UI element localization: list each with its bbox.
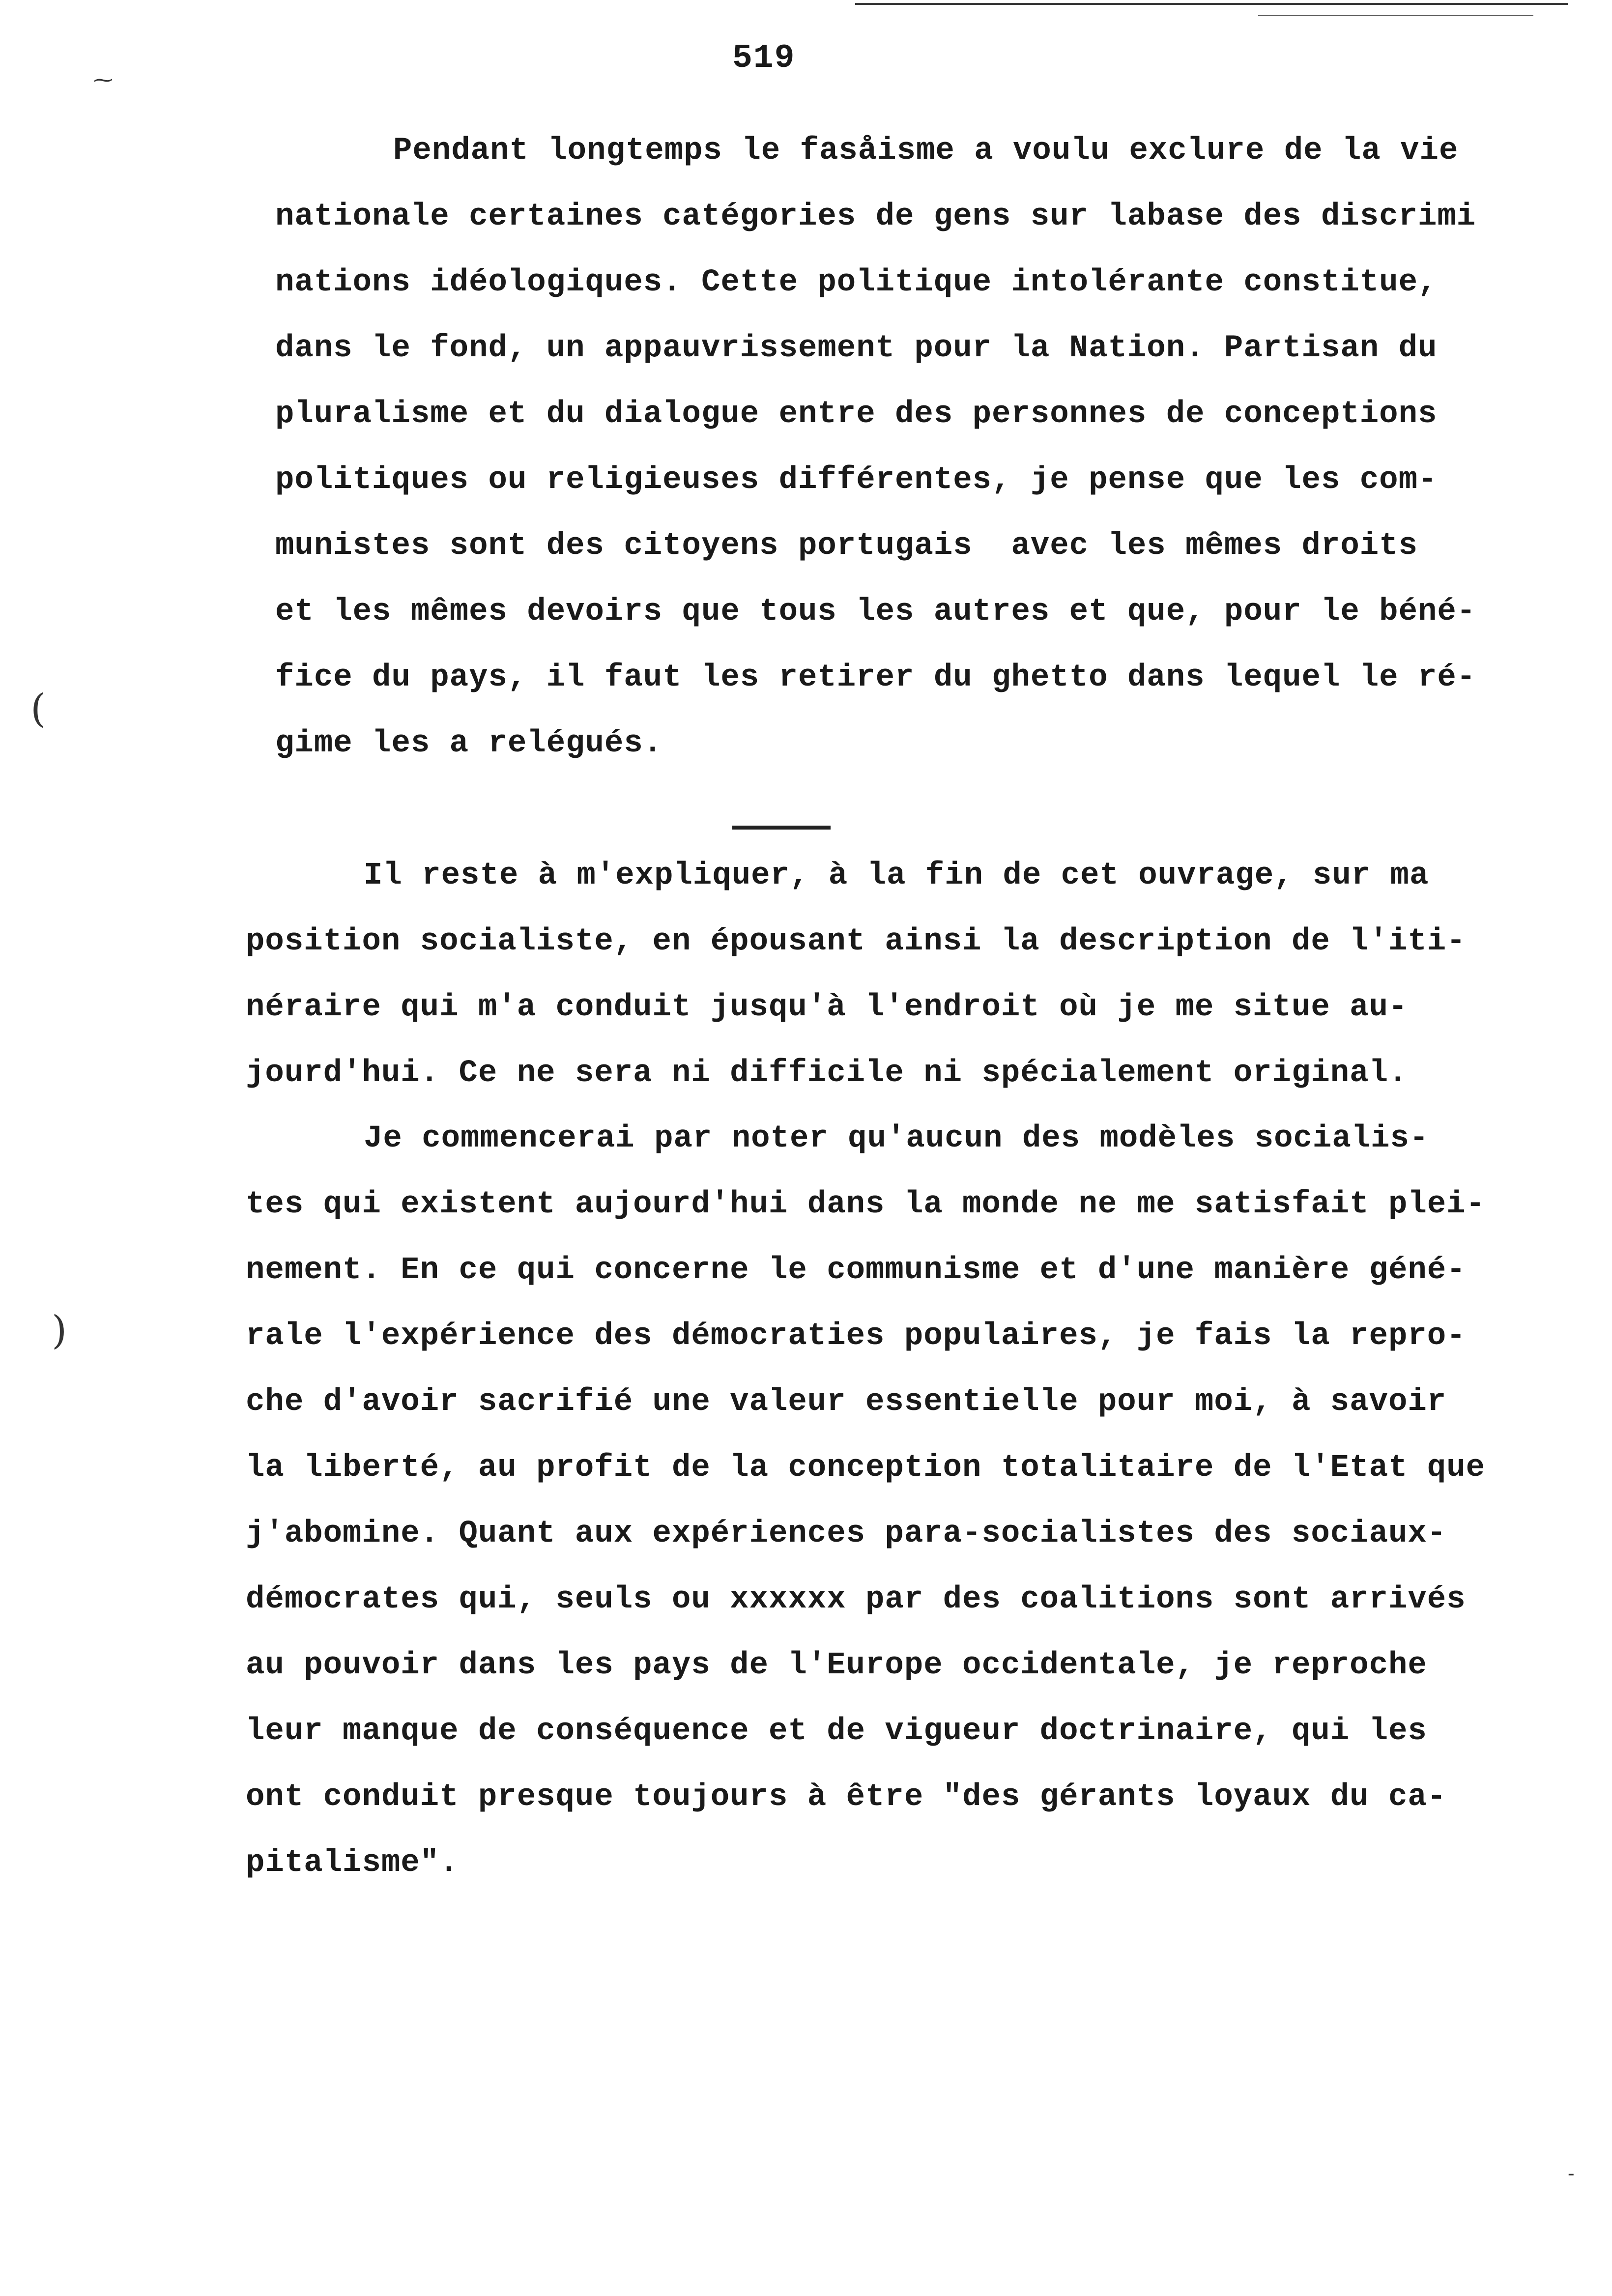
text-line: pitalisme". bbox=[246, 1845, 459, 1881]
text-line: jourd'hui. Ce ne sera ni difficile ni spécialement original. bbox=[246, 1056, 1408, 1091]
text-line: au pouvoir dans les pays de l'Europe occidentale, je reproche bbox=[246, 1648, 1427, 1683]
text-line: position socialiste, en épousant ainsi la description de l'iti- bbox=[246, 924, 1466, 959]
text-line: tes qui existent aujourd'hui dans la monde ne me satisfait plei- bbox=[246, 1187, 1485, 1222]
paragraph-2 bbox=[246, 843, 1524, 1106]
margin-mark: - bbox=[1568, 2162, 1575, 2185]
text-line: pluralisme et du dialogue entre des personnes de conceptions bbox=[275, 397, 1438, 432]
paragraph-3 bbox=[246, 1106, 1524, 1896]
text-line: Il reste à m'expliquer, à la fin de cet ouvrage, sur ma bbox=[364, 858, 1429, 893]
text-line: démocrates qui, seuls ou xxxxxx par des coalitions sont arrivés bbox=[246, 1582, 1466, 1617]
text-line: dans le fond, un appauvrissement pour la Nation. Partisan du bbox=[275, 331, 1438, 366]
text-line: ont conduit presque toujours à être "des gérants loyaux du ca- bbox=[246, 1779, 1447, 1815]
margin-mark: ( bbox=[30, 686, 46, 731]
paragraph-1 bbox=[275, 118, 1553, 776]
top-rule-thin bbox=[1258, 15, 1533, 16]
text-line: leur manque de conséquence et de vigueur doctrinaire, qui les bbox=[246, 1714, 1427, 1749]
text-line: nations idéologiques. Cette politique intolérante constitue, bbox=[275, 265, 1438, 300]
margin-mark: ⁓ bbox=[93, 69, 113, 91]
text-line: fice du pays, il faut les retirer du ghetto dans lequel le ré- bbox=[275, 660, 1476, 695]
text-line: et les mêmes devoirs que tous les autres et que, pour le béné- bbox=[275, 594, 1476, 630]
text-line: munistes sont des citoyens portugais avec les mêmes droits bbox=[275, 528, 1418, 564]
text-line: la liberté, au profit de la conception totalitaire de l'Etat que bbox=[246, 1450, 1485, 1486]
page-number: 519 bbox=[732, 39, 796, 77]
text-line: politiques ou religieuses différentes, je pense que les com- bbox=[275, 462, 1438, 498]
margin-mark: ) bbox=[52, 1307, 67, 1353]
text-line: nationale certaines catégories de gens sur labase des discrimi bbox=[275, 199, 1476, 234]
text-line: che d'avoir sacrifié une valeur essentielle pour moi, à savoir bbox=[246, 1384, 1447, 1420]
text-line: Je commencerai par noter qu'aucun des modèles socialis- bbox=[364, 1121, 1429, 1156]
text-line: néraire qui m'a conduit jusqu'à l'endroit où je me situe au- bbox=[246, 990, 1408, 1025]
section-separator bbox=[732, 826, 831, 830]
text-line: Pendant longtemps le fasåisme a voulu exclure de la vie bbox=[393, 133, 1459, 169]
text-line: rale l'expérience des démocraties populaires, je fais la repro- bbox=[246, 1319, 1466, 1354]
text-line: gime les a relégués. bbox=[275, 726, 663, 761]
top-rule bbox=[855, 3, 1568, 5]
text-line: nement. En ce qui concerne le communisme et d'une manière géné- bbox=[246, 1253, 1466, 1288]
text-line: j'abomine. Quant aux expériences para-socialistes des sociaux- bbox=[246, 1516, 1447, 1551]
